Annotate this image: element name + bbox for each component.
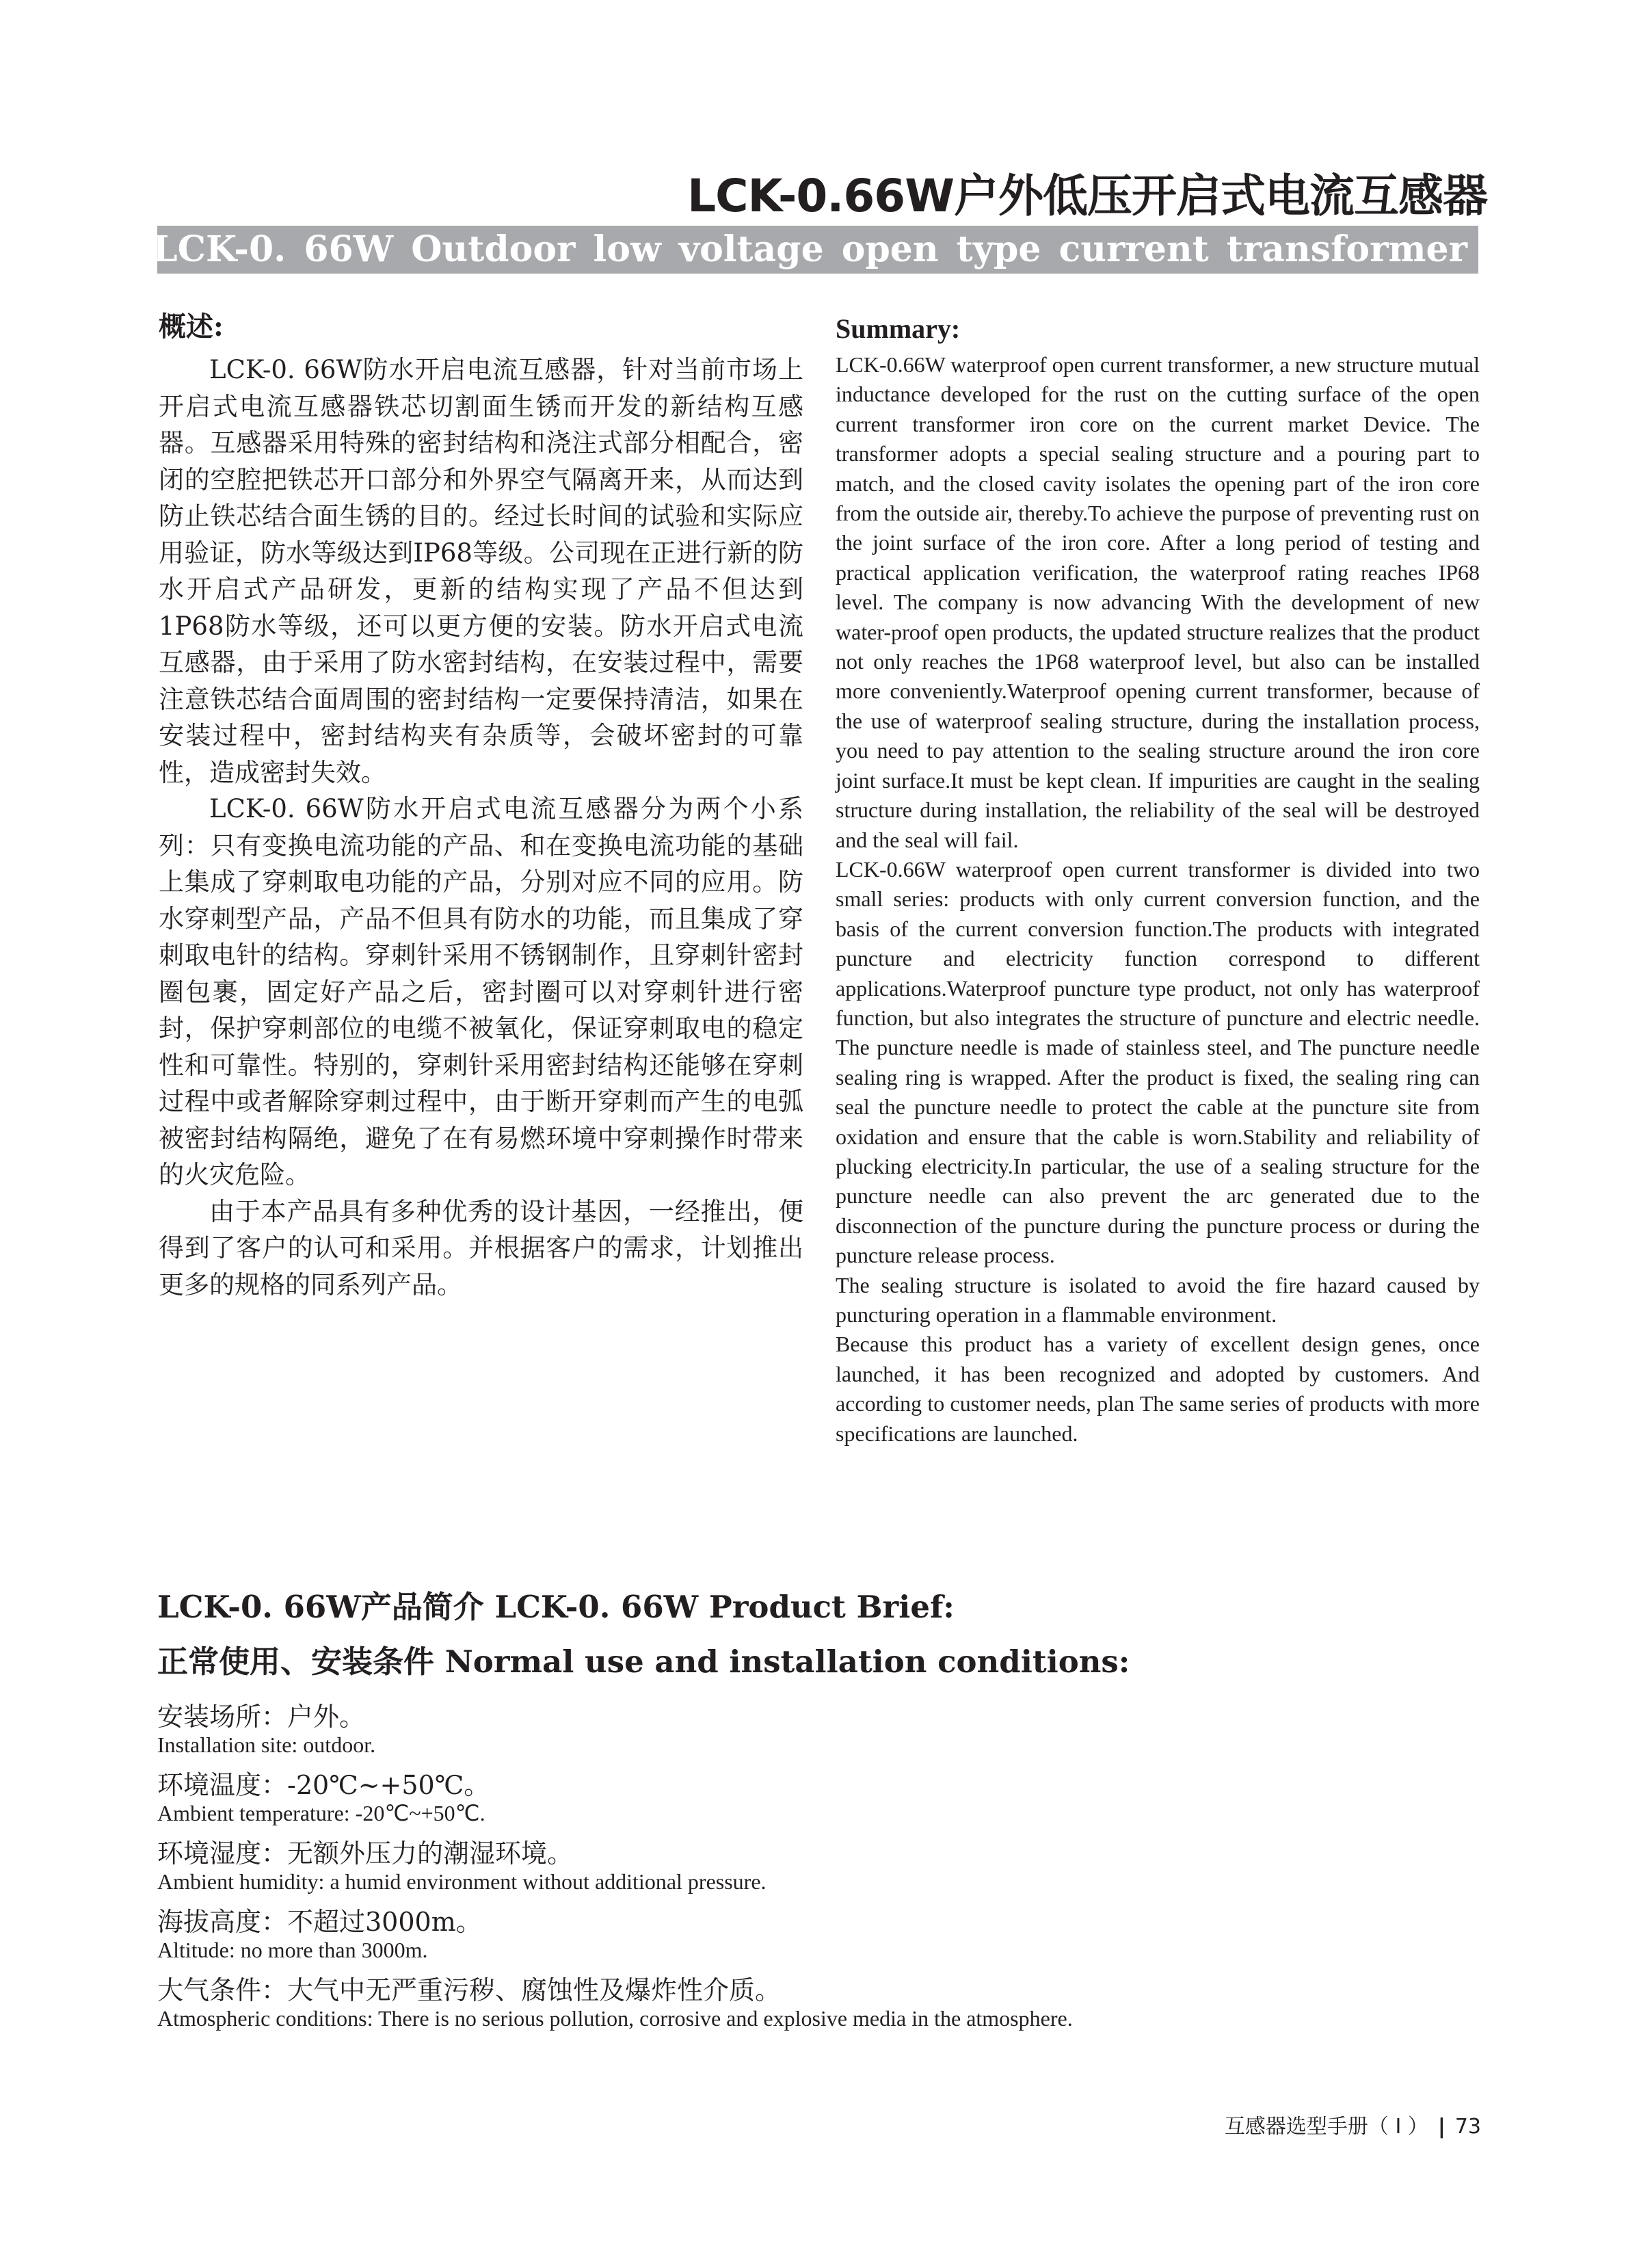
summary-cn-paragraph: LCK-0. 66W防水开启式电流互感器分为两个小系列：只有变换电流功能的产品、和在变换电流功能的基础上集成了穿刺取电功能的产品，分别对应不同的应用。防水穿刺型产品，产品不但具有防水的功能，而且集成了穿刺取电针的结构。穿刺针采用不锈钢制作，且穿刺针密封圈包裹，固定好产品之后，密封圈可以对穿刺针进行密封，保护穿刺部位的电缆不被氧化，保证穿刺取电的稳定性和可靠性。特别的，穿刺针采用密封结构还能够在穿刺过程中或者解除穿刺过程中，由于断开穿刺而产生的电弧被密封结构隔绝，避免了在有易燃环境中穿刺操作时带来的火灾危险。 [159, 794, 803, 1189]
condition-cn: 环境温度：-20℃~+50℃。 [157, 1770, 490, 1800]
page-title-en: LCK-0. 66W Outdoor low voltage open type current transformer [152, 228, 1467, 270]
condition-cn: 环境湿度：无额外压力的潮湿环境。 [157, 1838, 574, 1869]
summary-en-paragraph: LCK-0.66W waterproof open current transformer, a new structure mutual inductance developed for the rust on the cutting surface of the open current transformer iron core on the current market Device. The transformer adopts a special sealing structure and a pouring part to match, and the closed cavity isolates the opening part of the iron core from the outside air, thereby.To achieve the purpose of preventing rust on the joint surface of the iron core. After a long period of testing and practical application verification, the waterproof rating reaches IP68 level. The company is now advancing With the development of new water-proof open products, the updated structure realizes that the product not only reaches the 1P68 waterproof level, but also can be installed more conveniently.Waterproof opening current transformer, because of the use of waterproof sealing structure, during the installation process, you need to pay attention to the sealing structure around the iron core joint surface.It must be kept clean. If impurities are caught in the sealing structure during installation, the reliability of the seal will be destroyed and the seal will fail. [836, 352, 1480, 852]
summary-en-paragraph: The sealing structure is isolated to avoid the fire hazard caused by puncturing operation in a flammable environment. [836, 1272, 1480, 1327]
condition-item [157, 1700, 1491, 1756]
condition-en: Installation site: outdoor. [157, 1732, 376, 1757]
summary-cn-paragraph: LCK-0. 66W防水开启电流互感器，针对当前市场上开启式电流互感器铁芯切割面生锈而开发的新结构互感器。互感器采用特殊的密封结构和浇注式部分相配合，密闭的空腔把铁芯开口部分和外界空气隔离开来，从而达到防止铁芯结合面生锈的目的。经过长时间的试验和实际应用验证，防水等级达到IP68等级。公司现在正进行新的防水开启式产品研发，更新的结构实现了产品不但达到1P68防水等级，还可以更方便的安装。防水开启式电流互感器，由于采用了防水密封结构，在安装过程中，需要注意铁芯结合面周围的密封结构一定要保持清洁，如果在安装过程中，密封结构夹有杂质等，会破坏密封的可靠性，造成密封失效。 [159, 355, 803, 787]
summary-en-paragraph: Because this product has a variety of excellent design genes, once launched, it has been recognized and adopted by customers. And according to customer needs, plan The same series of products with more specifications are launched. [836, 1332, 1480, 1446]
condition-item [157, 1974, 1491, 2030]
product-brief-section [157, 1580, 1491, 1689]
summary-en-column [836, 312, 1480, 1449]
product-brief-heading: LCK-0. 66W产品简介 LCK-0. 66W Product Brief: [157, 1589, 955, 1625]
condition-cn: 海拔高度：不超过3000m。 [157, 1907, 482, 1937]
condition-cn: 大气条件：大气中无严重污秽、腐蚀性及爆炸性介质。 [157, 1975, 782, 2005]
conditions-heading: 正常使用、安装条件 Normal use and installation conditions: [157, 1644, 1130, 1680]
title-band [152, 226, 1478, 274]
footer-book-title: 互感器选型手册（ I ） [1224, 2115, 1428, 2139]
condition-item [157, 1769, 1491, 1825]
summary-en-heading: Summary: [836, 313, 961, 344]
summary-cn-paragraph: 由于本产品具有多种优秀的设计基因，一经推出，便得到了客户的认可和采用。并根据客户的需求，计划推出更多的规格的同系列产品。 [159, 1196, 803, 1299]
page-title-cn: LCK-0.66W户外低压开启式电流互感器 [687, 170, 1487, 222]
page-footer [1225, 2113, 1481, 2141]
condition-en: Ambient temperature: -20℃~+50℃. [157, 1801, 485, 1825]
summary-en-paragraph: LCK-0.66W waterproof open current transformer is divided into two small series: products with only current conversion function, and the basis of the current conversion function.The products with integrated puncture and electricity function correspond to different applications.Waterproof puncture type product, not only has waterproof function, but also integrates the structure of puncture and electric needle. The puncture needle is made of stainless steel, and The puncture needle sealing ring is wrapped. After the product is fixed, the sealing ring can seal the puncture needle to protect the cable at the puncture site from oxidation and ensure that the cable is worn.Stability and reliability of plucking electricity.In particular, the use of a sealing structure for the puncture needle can also prevent the arc generated due to the disconnection of the puncture during the puncture process or during the puncture release process. [836, 856, 1480, 1268]
page-number: 73 [1454, 2115, 1481, 2139]
conditions-list [157, 1700, 1491, 2042]
summary-cn-column [159, 308, 803, 1303]
condition-en: Ambient humidity: a humid environment without additional pressure. [157, 1869, 767, 1894]
footer-separator: | [1437, 2115, 1446, 2139]
condition-en: Altitude: no more than 3000m. [157, 1938, 428, 1962]
condition-item [157, 1905, 1491, 1962]
condition-cn: 安装场所：户外。 [157, 1702, 366, 1732]
summary-cn-heading: 概述: [159, 311, 224, 343]
condition-item [157, 1837, 1491, 1893]
condition-en: Atmospheric conditions: There is no serious pollution, corrosive and explosive media in the atmosphere. [157, 2006, 1073, 2031]
